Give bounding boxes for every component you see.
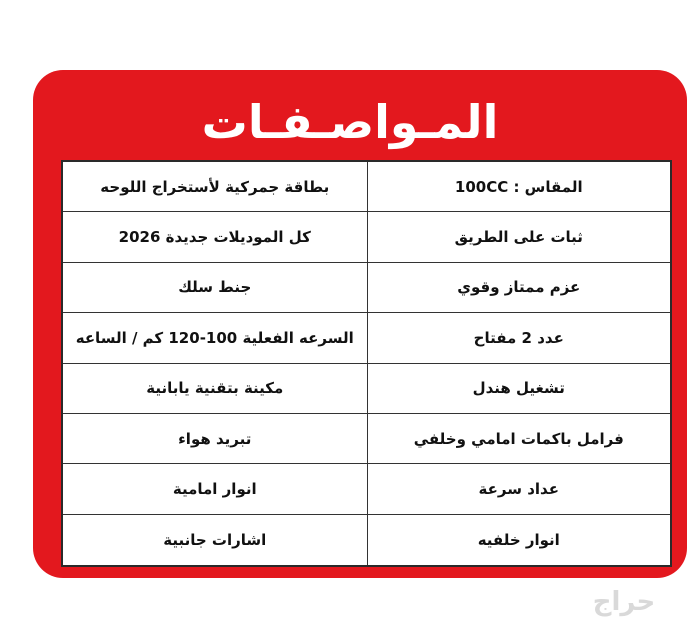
spec-cell: كل الموديلات جديدة 2026: [63, 212, 367, 262]
spec-cell: عداد سرعة: [367, 464, 671, 514]
spec-cell: تشغيل هندل: [367, 364, 671, 414]
specs-title: المـواصـفـات: [201, 95, 499, 149]
haraj-watermark-logo: حراج: [592, 587, 656, 617]
spec-cell: مكينة بتقنية يابانية: [63, 364, 367, 414]
spec-cell: انوار خلفيه: [367, 515, 671, 565]
spec-cell: عدد 2 مفتاح: [367, 313, 671, 363]
spec-cell: اشارات جانبية: [163, 530, 267, 549]
spec-cell: بطاقة جمركية لأستخراج اللوحه: [63, 162, 367, 212]
spec-cell: انوار امامية: [63, 464, 367, 514]
spec-cell: السرعه الفعلية 100-120 كم / الساعه: [63, 313, 367, 363]
spec-cell: تبريد هواء: [63, 414, 367, 464]
spec-cell: ثبات على الطريق: [367, 212, 671, 262]
spec-cell: فرامل باكمات امامي وخلفي: [367, 414, 671, 464]
spec-cell: جنط سلك: [63, 263, 367, 313]
specs-table: [61, 160, 672, 567]
spec-cell: عزم ممتاز وقوي: [367, 263, 671, 313]
spec-cell: المقاس : 100CC: [367, 162, 671, 212]
